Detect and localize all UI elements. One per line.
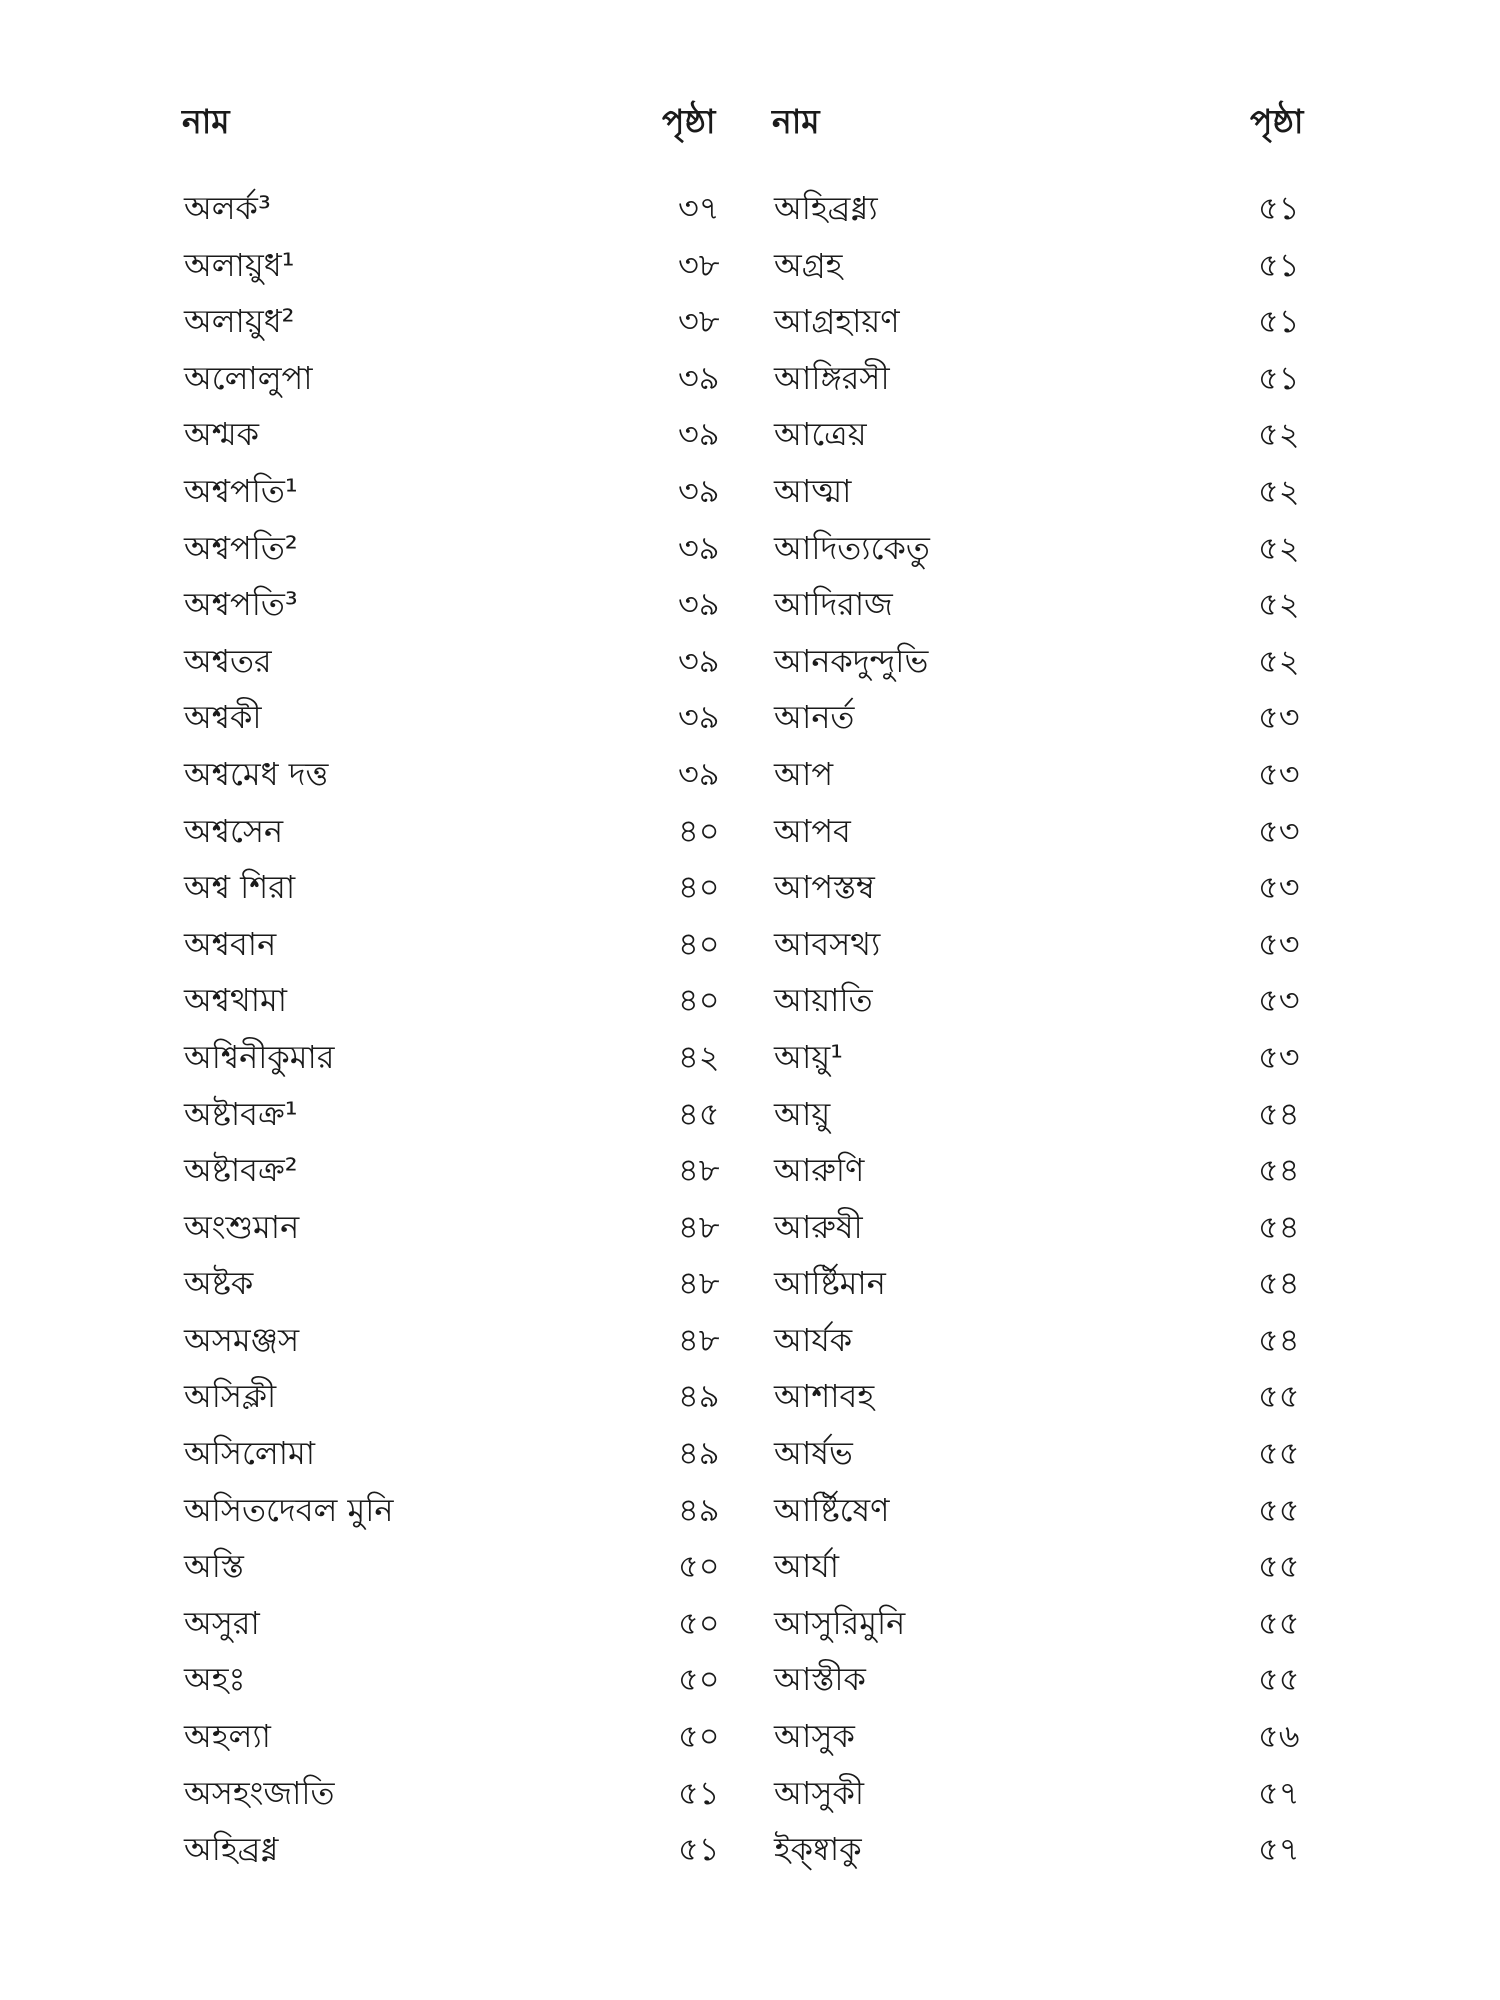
table-row <box>0 293 1500 350</box>
left-page-cell: ৩৯ <box>678 528 720 567</box>
table-row <box>0 1708 1500 1765</box>
right-page-cell: ৫৫ <box>1258 1490 1300 1529</box>
right-name-cell: আদিরাজ <box>774 585 893 624</box>
right-name-cell: আর্ষ্টিষেণ <box>774 1490 890 1529</box>
left-page-cell: ৫০ <box>678 1717 720 1756</box>
table-row <box>0 859 1500 916</box>
left-name-cell: অশ্বপতি² <box>184 528 298 567</box>
left-name-cell: অশ্বপতি¹ <box>184 471 298 510</box>
table-row <box>0 463 1500 520</box>
left-name-cell: অলায়ুধ² <box>184 302 295 341</box>
left-name-cell: অংশুমান <box>184 1207 300 1246</box>
left-name-cell: অশ্বতর <box>184 641 272 680</box>
table-row <box>0 1029 1500 1086</box>
right-name-cell: আত্মা <box>774 471 852 510</box>
right-page-cell: ৫৩ <box>1258 754 1300 793</box>
left-page-cell: ৩৯ <box>678 415 720 454</box>
table-row <box>0 803 1500 860</box>
table-row <box>0 576 1500 633</box>
right-name-cell: আপ <box>774 754 834 793</box>
right-page-cell: ৫১ <box>1258 189 1300 227</box>
left-page-cell: ৩৯ <box>678 641 720 680</box>
table-row <box>0 1425 1500 1482</box>
right-page-cell: ৫২ <box>1258 585 1300 624</box>
left-page-cell: ৩৮ <box>678 245 720 284</box>
table-row <box>0 1765 1500 1822</box>
right-name-cell: আরুণি <box>774 1151 865 1190</box>
right-page-cell: ৫৪ <box>1258 1094 1300 1133</box>
right-name-cell: আর্ষ্টিমান <box>774 1264 886 1303</box>
table-row <box>0 237 1500 294</box>
table-row <box>0 746 1500 803</box>
left-page-cell: ৩৯ <box>678 698 720 737</box>
table-row <box>0 1482 1500 1539</box>
right-page-cell: ৫৫ <box>1258 1603 1300 1642</box>
left-page-cell: ৪৮ <box>678 1151 720 1190</box>
left-page-cell: ৩৯ <box>678 358 720 397</box>
left-name-cell: অসহংজাতি <box>184 1773 335 1812</box>
right-name-cell: আয়াতি <box>774 981 873 1020</box>
right-name-cell: আত্রেয় <box>774 415 867 454</box>
left-name-cell: অহঃ <box>184 1660 246 1699</box>
right-page-cell: ৫১ <box>1258 245 1300 284</box>
right-name-cell: আসুরিমুনি <box>774 1603 906 1642</box>
left-name-cell: অসিক্লী <box>184 1377 277 1416</box>
table-row <box>0 1255 1500 1312</box>
right-name-cell: আপস্তম্ব <box>774 868 875 907</box>
left-page-cell: ৪৮ <box>678 1264 720 1303</box>
table-row <box>0 1595 1500 1652</box>
left-name-cell: অলায়ুধ¹ <box>184 245 295 284</box>
right-name-cell: আনকদুন্দুভি <box>774 641 929 680</box>
right-name-cell: আর্ষভ <box>774 1434 853 1473</box>
right-page-cell: ৫১ <box>1258 302 1300 341</box>
right-page-cell: ৫২ <box>1258 641 1300 680</box>
left-page-cell: ৩৭ <box>678 189 720 227</box>
right-page-cell: ৫৩ <box>1258 924 1300 963</box>
right-name-cell: আগ্রহায়ণ <box>774 302 900 341</box>
right-page-cell: ৫৪ <box>1258 1207 1300 1246</box>
left-name-cell: অলোলুপা <box>184 358 313 397</box>
right-name-cell: আরুষী <box>774 1207 863 1246</box>
left-name-cell: অশ্বমেধ দত্ত <box>184 754 329 793</box>
left-page-cell: ৪০ <box>678 868 720 907</box>
left-page-cell: ৪০ <box>678 981 720 1020</box>
left-name-cell: অহল্যা <box>184 1717 271 1756</box>
left-page-cell: ৪৫ <box>678 1094 720 1133</box>
table-row <box>0 180 1500 237</box>
right-name-cell: আসুক <box>774 1717 855 1756</box>
left-page-cell: ৪৯ <box>678 1377 720 1416</box>
left-name-cell: অসিতদেবল মুনি <box>184 1490 394 1529</box>
left-name-cell: অশ্বকী <box>184 698 262 737</box>
table-row <box>0 350 1500 407</box>
table-row <box>0 520 1500 577</box>
left-page-cell: ৪২ <box>678 1037 720 1076</box>
left-page-cell: ৩৯ <box>678 471 720 510</box>
left-page-cell: ৪০ <box>678 924 720 963</box>
right-page-cell: ৫৩ <box>1258 811 1300 850</box>
table-row <box>0 1199 1500 1256</box>
left-name-cell: অষ্টক <box>184 1264 254 1303</box>
table-row <box>0 972 1500 1029</box>
right-name-cell: আবসথ্য <box>774 924 881 963</box>
right-name-cell: আপব <box>774 811 851 850</box>
table-row <box>0 916 1500 973</box>
left-name-cell: অসিলোমা <box>184 1434 316 1473</box>
left-name-cell: অলর্ক³ <box>184 189 271 227</box>
left-name-cell: অশ্বসেন <box>184 811 284 850</box>
left-page-cell: ৩৯ <box>678 585 720 624</box>
right-page-cell: ৫৬ <box>1258 1717 1300 1756</box>
right-page-cell: ৫৩ <box>1258 981 1300 1020</box>
right-page-cell: ৫২ <box>1258 528 1300 567</box>
table-row <box>0 406 1500 463</box>
right-page-cell: ৫৪ <box>1258 1264 1300 1303</box>
right-page-cell: ৫৩ <box>1258 868 1300 907</box>
table-row <box>0 1086 1500 1143</box>
right-name-cell: আসুকী <box>774 1773 865 1812</box>
right-page-cell: ৫৪ <box>1258 1320 1300 1359</box>
table-row <box>0 1651 1500 1708</box>
left-name-cell: অষ্টাবক্র¹ <box>184 1094 298 1133</box>
left-page-cell: ৫১ <box>678 1773 720 1812</box>
left-name-cell: অস্তি <box>184 1547 244 1586</box>
header-name-left: নাম <box>182 102 230 141</box>
table-row <box>0 1142 1500 1199</box>
right-page-cell: ৫২ <box>1258 415 1300 454</box>
right-page-cell: ৫২ <box>1258 471 1300 510</box>
right-page-cell: ৫৫ <box>1258 1377 1300 1416</box>
right-name-cell: আর্যক <box>774 1320 853 1359</box>
right-name-cell: আস্তীক <box>774 1660 866 1699</box>
left-page-cell: ৩৮ <box>678 302 720 341</box>
table-row <box>0 689 1500 746</box>
right-page-cell: ৫৭ <box>1258 1773 1300 1812</box>
header-page-left: পৃষ্ঠা <box>662 102 716 141</box>
table-row <box>0 1538 1500 1595</box>
left-page-cell: ৪৮ <box>678 1207 720 1246</box>
left-page-cell: ৫০ <box>678 1547 720 1586</box>
left-page-cell: ৪৯ <box>678 1434 720 1473</box>
left-page-cell: ৫১ <box>678 1830 720 1869</box>
left-name-cell: অসমঞ্জস <box>184 1320 300 1359</box>
index-table <box>0 180 1500 1878</box>
right-page-cell: ৫৫ <box>1258 1547 1300 1586</box>
right-page-cell: ৫৭ <box>1258 1830 1300 1869</box>
left-name-cell: অশ্ব শিরা <box>184 868 296 907</box>
right-page-cell: ৫৪ <box>1258 1151 1300 1190</box>
header-page-right: পৃষ্ঠা <box>1250 102 1304 141</box>
right-name-cell: আয়ু <box>774 1094 831 1133</box>
left-page-cell: ৫০ <box>678 1660 720 1699</box>
left-page-cell: ৪৮ <box>678 1320 720 1359</box>
left-page-cell: ৩৯ <box>678 754 720 793</box>
table-row <box>0 1821 1500 1878</box>
left-name-cell: অশ্বথামা <box>184 981 288 1020</box>
right-name-cell: আয়ু¹ <box>774 1037 844 1076</box>
right-name-cell: আঙ্গিরসী <box>774 358 890 397</box>
table-row <box>0 633 1500 690</box>
left-name-cell: অষ্টাবক্র² <box>184 1151 298 1190</box>
right-name-cell: আনর্ত <box>774 698 855 737</box>
right-name-cell: আদিত্যকেতু <box>774 528 930 567</box>
right-name-cell: ইক্ষ্বাকু <box>774 1830 862 1869</box>
right-name-cell: অগ্রহ <box>774 245 843 284</box>
right-page-cell: ৫৩ <box>1258 1037 1300 1076</box>
left-name-cell: অহিব্রধ্ন <box>184 1830 279 1869</box>
right-name-cell: আশাবহ <box>774 1377 875 1416</box>
right-page-cell: ৫৩ <box>1258 698 1300 737</box>
left-name-cell: অশ্মক <box>184 415 260 454</box>
right-page-cell: ৫৫ <box>1258 1660 1300 1699</box>
right-page-cell: ৫৫ <box>1258 1434 1300 1473</box>
right-name-cell: অহিব্রধ্ন্য <box>774 189 878 227</box>
left-name-cell: অশ্ববান <box>184 924 277 963</box>
left-page-cell: ৪০ <box>678 811 720 850</box>
left-name-cell: অশ্বপতি³ <box>184 585 298 624</box>
right-name-cell: আর্যা <box>774 1547 840 1586</box>
table-row <box>0 1368 1500 1425</box>
left-name-cell: অশ্বিনীকুমার <box>184 1037 335 1076</box>
left-page-cell: ৪৯ <box>678 1490 720 1529</box>
left-name-cell: অসুরা <box>184 1603 260 1642</box>
header-name-right: নাম <box>772 102 820 141</box>
left-page-cell: ৫০ <box>678 1603 720 1642</box>
table-row <box>0 1312 1500 1369</box>
right-page-cell: ৫১ <box>1258 358 1300 397</box>
